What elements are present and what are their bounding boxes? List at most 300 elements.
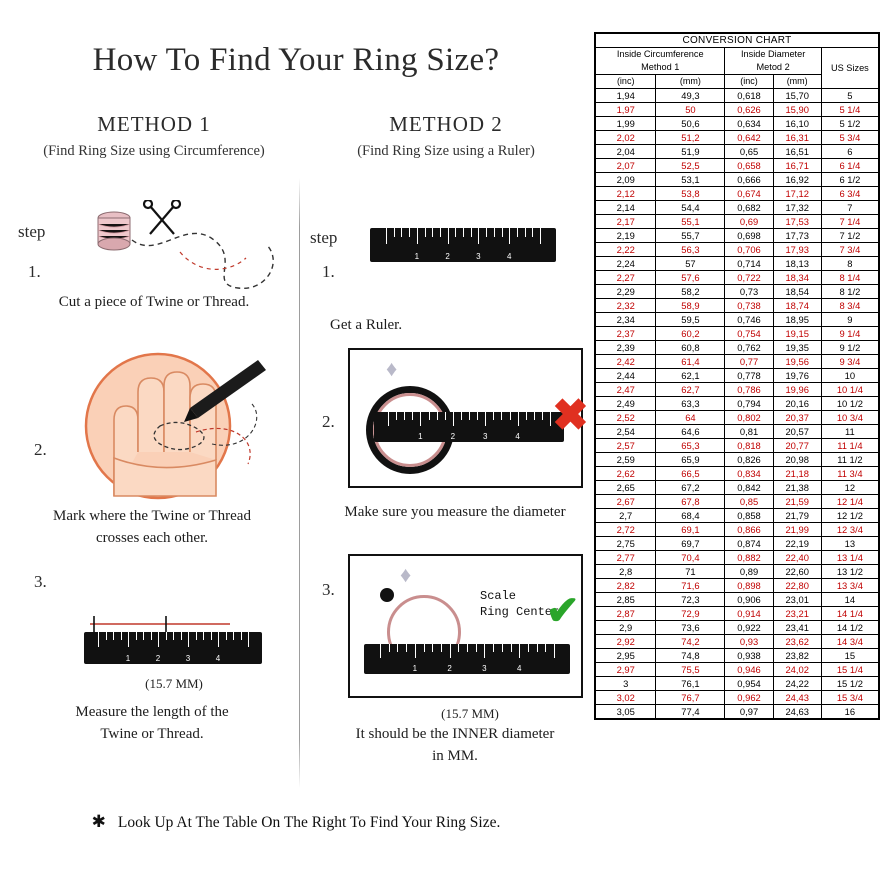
ruler-tick <box>453 412 454 426</box>
cell-value: 23,21 <box>773 607 821 621</box>
ruler-tick <box>158 632 159 647</box>
method-2-step-3-number: 3. <box>322 580 335 599</box>
cell-us-size: 13 1/2 <box>821 565 878 579</box>
cell-value: 55,1 <box>656 215 725 229</box>
cell-value: 20,77 <box>773 439 821 453</box>
cell-value: 3,05 <box>596 705 656 719</box>
cell-us-size: 8 1/2 <box>821 285 878 299</box>
cell-us-size: 8 1/4 <box>821 271 878 285</box>
method-1-title: METHOD 1 <box>97 112 211 136</box>
table-row <box>596 663 879 677</box>
method-2-step-1-caption: Get a Ruler. <box>330 317 403 333</box>
cell-value: 24,22 <box>773 677 821 691</box>
ruler-tick <box>404 412 405 420</box>
cell-value: 17,32 <box>773 201 821 215</box>
ruler-tick <box>98 632 99 647</box>
cell-value: 17,93 <box>773 243 821 257</box>
cell-value: 0,746 <box>725 313 773 327</box>
method-1-step-1-number: 1. <box>28 262 41 281</box>
group-header-us-sizes: US Sizes <box>821 48 878 89</box>
cell-value: 21,38 <box>773 481 821 495</box>
cell-value: 19,76 <box>773 369 821 383</box>
method-1-step-3-number: 3. <box>34 572 47 591</box>
cell-value: 2,47 <box>596 383 656 397</box>
cell-value: 20,57 <box>773 425 821 439</box>
cell-us-size: 15 <box>821 649 878 663</box>
method-2-column <box>300 112 592 160</box>
table-row <box>596 271 879 285</box>
ruler-tick <box>532 228 533 237</box>
method-2-step-2-caption: Make sure you measure the diameter <box>344 504 566 520</box>
table-row <box>596 173 879 187</box>
ruler-tick <box>493 412 494 420</box>
ruler-tick <box>441 644 442 652</box>
ruler-tick <box>494 228 495 237</box>
table-row <box>596 131 879 145</box>
table-row <box>596 327 879 341</box>
cell-value: 16,10 <box>773 117 821 131</box>
cell-value: 76,1 <box>656 677 725 691</box>
cell-value: 2,27 <box>596 271 656 285</box>
ruler-tick <box>455 228 456 237</box>
ruler-tick <box>106 632 107 640</box>
cell-value: 53,8 <box>656 187 725 201</box>
cell-value: 0,738 <box>725 299 773 313</box>
cell-value: 65,3 <box>656 439 725 453</box>
cell-value: 23,01 <box>773 593 821 607</box>
ruler-tick <box>394 228 395 237</box>
ruler-tick <box>519 644 520 658</box>
table-row <box>596 425 879 439</box>
cell-us-size: 15 1/4 <box>821 663 878 677</box>
ruler-tick <box>463 228 464 237</box>
cell-value: 22,80 <box>773 579 821 593</box>
cell-value: 0,698 <box>725 229 773 243</box>
cell-value: 69,7 <box>656 537 725 551</box>
cell-us-size: 10 1/4 <box>821 383 878 397</box>
ruler-tick <box>518 412 519 426</box>
cell-value: 2,07 <box>596 159 656 173</box>
table-row <box>596 257 879 271</box>
ruler-tick <box>485 412 486 426</box>
cell-us-size: 14 1/2 <box>821 621 878 635</box>
cell-us-size: 6 1/2 <box>821 173 878 187</box>
cell-value: 19,35 <box>773 341 821 355</box>
ruler-tick <box>396 412 397 420</box>
cell-value: 0,666 <box>725 173 773 187</box>
cell-value: 17,53 <box>773 215 821 229</box>
ruler-number: 3 <box>185 654 191 663</box>
cell-value: 21,18 <box>773 467 821 481</box>
cell-value: 50,6 <box>656 117 725 131</box>
ruler-tick <box>248 632 249 647</box>
wrong-mark-icon: ✖ <box>552 391 589 440</box>
ruler-tick <box>526 412 527 420</box>
table-row <box>596 509 879 523</box>
ruler-tick <box>501 412 502 420</box>
group-header-circumference: Inside Circumference Method 1 <box>596 48 725 75</box>
cell-us-size: 13 1/4 <box>821 551 878 565</box>
cell-value: 0,81 <box>725 425 773 439</box>
cell-value: 2,44 <box>596 369 656 383</box>
unit-header-mm-1: (mm) <box>656 75 725 89</box>
ruler-number: 3 <box>476 252 481 261</box>
cell-value: 2,24 <box>596 257 656 271</box>
cell-value: 1,99 <box>596 117 656 131</box>
table-title: CONVERSION CHART <box>596 34 879 48</box>
ruler-tick <box>493 644 494 652</box>
cell-value: 2,87 <box>596 607 656 621</box>
cell-value: 74,8 <box>656 649 725 663</box>
diamond-icon-2: ♦ <box>400 562 412 587</box>
cell-value: 2,14 <box>596 201 656 215</box>
cell-us-size: 11 <box>821 425 878 439</box>
table-row <box>596 453 879 467</box>
cell-us-size: 11 3/4 <box>821 467 878 481</box>
cell-value: 0,842 <box>725 481 773 495</box>
table-row <box>596 145 879 159</box>
cell-value: 0,618 <box>725 89 773 103</box>
ruler-tick <box>467 644 468 652</box>
cell-value: 57,6 <box>656 271 725 285</box>
table-row <box>596 89 879 103</box>
cell-value: 76,7 <box>656 691 725 705</box>
cell-value: 0,706 <box>725 243 773 257</box>
cell-value: 0,77 <box>725 355 773 369</box>
cell-value: 2,82 <box>596 579 656 593</box>
cell-value: 0,954 <box>725 677 773 691</box>
cell-value: 74,2 <box>656 635 725 649</box>
ruler-tick <box>406 644 407 652</box>
cell-us-size: 7 3/4 <box>821 243 878 257</box>
ruler-tick <box>542 412 543 420</box>
cell-value: 22,40 <box>773 551 821 565</box>
method-2-step-2-number: 2. <box>322 412 335 431</box>
ruler-tick <box>437 412 438 420</box>
ruler-tick <box>432 644 433 652</box>
ruler-tick <box>389 644 390 652</box>
table-row <box>596 355 879 369</box>
method-1-mm-note: (15.7 MM) <box>145 676 203 691</box>
cell-us-size: 5 1/4 <box>821 103 878 117</box>
cell-us-size: 6 1/4 <box>821 159 878 173</box>
table-row <box>596 551 879 565</box>
cell-value: 18,54 <box>773 285 821 299</box>
ruler-tick <box>517 228 518 237</box>
cell-value: 2,62 <box>596 467 656 481</box>
method-2-step-word: step <box>310 228 338 247</box>
ruler-tick <box>445 412 446 420</box>
table-row <box>596 565 879 579</box>
cell-value: 2,77 <box>596 551 656 565</box>
ruler-tick <box>511 644 512 652</box>
cell-value: 50 <box>656 103 725 117</box>
cell-value: 24,63 <box>773 705 821 719</box>
ruler-tick <box>412 412 413 420</box>
ruler-number: 4 <box>515 432 520 441</box>
cell-value: 0,674 <box>725 187 773 201</box>
cell-us-size: 12 1/2 <box>821 509 878 523</box>
ruler-number: 1 <box>412 664 418 673</box>
ruler-number: 4 <box>516 664 522 673</box>
ruler-graphic-method-2-step-1 <box>370 228 556 262</box>
cell-value: 0,962 <box>725 691 773 705</box>
cell-value: 2,32 <box>596 299 656 313</box>
table-row <box>596 313 879 327</box>
cell-value: 0,914 <box>725 607 773 621</box>
cell-value: 2,17 <box>596 215 656 229</box>
cell-value: 23,62 <box>773 635 821 649</box>
cell-value: 67,8 <box>656 495 725 509</box>
cell-value: 2,65 <box>596 481 656 495</box>
cell-value: 1,97 <box>596 103 656 117</box>
method-1-step-word: step <box>18 222 46 241</box>
ruler-tick <box>409 228 410 237</box>
cell-value: 0,786 <box>725 383 773 397</box>
cell-value: 49,3 <box>656 89 725 103</box>
cell-value: 21,59 <box>773 495 821 509</box>
cell-value: 2,02 <box>596 131 656 145</box>
table-row <box>596 341 879 355</box>
cell-value: 0,634 <box>725 117 773 131</box>
cell-value: 51,9 <box>656 145 725 159</box>
cell-value: 0,946 <box>725 663 773 677</box>
cell-us-size: 13 3/4 <box>821 579 878 593</box>
column-divider <box>299 178 300 788</box>
ruler-tick <box>420 412 421 426</box>
cell-value: 2,85 <box>596 593 656 607</box>
cell-value: 0,762 <box>725 341 773 355</box>
table-row <box>596 299 879 313</box>
cell-value: 19,56 <box>773 355 821 369</box>
group-header-diameter: Inside Diameter Metod 2 <box>725 48 821 75</box>
cell-value: 73,6 <box>656 621 725 635</box>
table-row <box>596 523 879 537</box>
ruler-tick <box>173 632 174 640</box>
cell-value: 15,70 <box>773 89 821 103</box>
ruler-tick <box>226 632 227 640</box>
ruler-tick <box>233 632 234 640</box>
cell-value: 2,22 <box>596 243 656 257</box>
cell-value: 75,5 <box>656 663 725 677</box>
ruler-tick <box>417 228 418 244</box>
cell-value: 2,04 <box>596 145 656 159</box>
cell-value: 19,15 <box>773 327 821 341</box>
cell-value: 20,16 <box>773 397 821 411</box>
ruler-tick <box>440 228 441 237</box>
ruler-tick <box>540 228 541 244</box>
cell-value: 0,818 <box>725 439 773 453</box>
cell-value: 18,13 <box>773 257 821 271</box>
cell-value: 2,52 <box>596 411 656 425</box>
unit-header-inc-1: (inc) <box>596 75 656 89</box>
cell-value: 77,4 <box>656 705 725 719</box>
cell-value: 53,1 <box>656 173 725 187</box>
hand-with-thread-illustration <box>62 348 288 503</box>
method-1-column <box>8 112 300 160</box>
cell-us-size: 15 1/2 <box>821 677 878 691</box>
method-2-mm-note: (15.7 MM) <box>441 706 499 721</box>
ruler-tick <box>550 412 551 426</box>
cell-value: 22,60 <box>773 565 821 579</box>
ruler-tick <box>128 632 129 647</box>
cell-value: 16,31 <box>773 131 821 145</box>
ruler-tick <box>136 632 137 640</box>
ruler-number: 2 <box>155 654 161 663</box>
cell-value: 0,714 <box>725 257 773 271</box>
cell-value: 58,9 <box>656 299 725 313</box>
ruler-tick <box>386 228 387 244</box>
ruler-tick <box>477 412 478 420</box>
table-row <box>596 579 879 593</box>
table-row <box>596 243 879 257</box>
cell-value: 56,3 <box>656 243 725 257</box>
cell-value: 2,67 <box>596 495 656 509</box>
cell-us-size: 7 <box>821 201 878 215</box>
cell-value: 0,85 <box>725 495 773 509</box>
method-1-step-3-caption: Measure the length of the Twine or Thread. <box>75 704 229 742</box>
ruler-tick <box>554 644 555 658</box>
cell-value: 20,37 <box>773 411 821 425</box>
ruler-tick <box>429 412 430 420</box>
table-row <box>596 621 879 635</box>
cell-value: 17,73 <box>773 229 821 243</box>
ruler-tick <box>424 644 425 652</box>
ruler-tick <box>528 644 529 652</box>
cell-us-size: 10 1/2 <box>821 397 878 411</box>
cell-value: 0,922 <box>725 621 773 635</box>
table-row <box>596 103 879 117</box>
table-row <box>596 607 879 621</box>
cell-value: 61,4 <box>656 355 725 369</box>
cell-value: 2,42 <box>596 355 656 369</box>
ruler-number: 2 <box>445 252 450 261</box>
table-head <box>596 34 879 89</box>
table-row <box>596 705 879 719</box>
cell-value: 24,02 <box>773 663 821 677</box>
cell-value: 22,19 <box>773 537 821 551</box>
cell-us-size: 12 3/4 <box>821 523 878 537</box>
cell-value: 0,73 <box>725 285 773 299</box>
cell-us-size: 15 3/4 <box>821 691 878 705</box>
cell-value: 2,49 <box>596 397 656 411</box>
table-row <box>596 229 879 243</box>
ruler-tick <box>181 632 182 640</box>
scale-ring-center-label: Scale Ring Center <box>480 589 560 620</box>
ruler-number: 1 <box>418 432 423 441</box>
cell-value: 0,93 <box>725 635 773 649</box>
cell-value: 71,6 <box>656 579 725 593</box>
ruler-tick <box>415 644 416 658</box>
table-row <box>596 467 879 481</box>
cell-value: 72,3 <box>656 593 725 607</box>
ruler-number: 3 <box>482 664 487 673</box>
cell-us-size: 7 1/4 <box>821 215 878 229</box>
unit-header-mm-2: (mm) <box>773 75 821 89</box>
table-row <box>596 187 879 201</box>
cell-value: 0,754 <box>725 327 773 341</box>
cell-value: 2,72 <box>596 523 656 537</box>
cell-value: 0,834 <box>725 467 773 481</box>
conversion-table <box>595 33 879 719</box>
ruler-tick <box>151 632 152 640</box>
ruler-graphic-method-2-step-2 <box>374 412 564 442</box>
ruler-tick <box>203 632 204 640</box>
cell-value: 0,65 <box>725 145 773 159</box>
ruler-tick <box>121 632 122 640</box>
ruler-tick <box>196 632 197 640</box>
cell-us-size: 13 <box>821 537 878 551</box>
ruler-tick <box>534 412 535 420</box>
cell-us-size: 9 1/4 <box>821 327 878 341</box>
cell-value: 54,4 <box>656 201 725 215</box>
cell-value: 0,858 <box>725 509 773 523</box>
cell-value: 59,5 <box>656 313 725 327</box>
ruler-tick <box>188 632 189 647</box>
ruler-tick <box>458 644 459 652</box>
ruler-tick <box>218 632 219 647</box>
cell-us-size: 8 <box>821 257 878 271</box>
cell-value: 62,7 <box>656 383 725 397</box>
cell-value: 16,51 <box>773 145 821 159</box>
method-1-step-2-caption: Mark where the Twine or Thread crosses each other. <box>53 508 251 546</box>
method-2-step-3-caption: It should be the INNER diameter in MM. <box>355 726 555 764</box>
cell-us-size: 14 3/4 <box>821 635 878 649</box>
cell-value: 24,43 <box>773 691 821 705</box>
ruler-tick <box>380 644 381 658</box>
table-row <box>596 593 879 607</box>
table-row <box>596 159 879 173</box>
cell-value: 51,2 <box>656 131 725 145</box>
table-row <box>596 117 879 131</box>
ring-diameter-wrong-panel <box>348 348 583 488</box>
ruler-tick <box>525 228 526 237</box>
cell-value: 2,37 <box>596 327 656 341</box>
ruler-tick <box>425 228 426 237</box>
cell-value: 2,29 <box>596 285 656 299</box>
cell-value: 16,92 <box>773 173 821 187</box>
cell-value: 3 <box>596 677 656 691</box>
ruler-number: 2 <box>450 432 456 441</box>
cell-value: 0,658 <box>725 159 773 173</box>
cell-us-size: 16 <box>821 705 878 719</box>
cell-value: 0,866 <box>725 523 773 537</box>
ruler-number: 4 <box>215 654 221 663</box>
cell-value: 2,75 <box>596 537 656 551</box>
cell-us-size: 11 1/4 <box>821 439 878 453</box>
table-row <box>596 691 879 705</box>
ruler-number: 3 <box>482 432 488 441</box>
ruler-tick <box>397 644 398 652</box>
method-2-title: METHOD 2 <box>389 112 503 136</box>
cell-value: 0,778 <box>725 369 773 383</box>
method-2-step-1-number: 1. <box>322 262 335 281</box>
ruler-tick <box>211 632 212 640</box>
table-row <box>596 215 879 229</box>
table-row <box>596 537 879 551</box>
cell-value: 69,1 <box>656 523 725 537</box>
cell-value: 2,12 <box>596 187 656 201</box>
correct-mark-icon: ✔ <box>546 589 580 633</box>
table-row <box>596 677 879 691</box>
ruler-tick <box>388 412 389 426</box>
ruler-tick <box>471 228 472 237</box>
cell-value: 19,96 <box>773 383 821 397</box>
table-row <box>596 635 879 649</box>
method-1-step-2-number: 2. <box>34 440 47 459</box>
ruler-tick <box>476 644 477 652</box>
ruler-tick <box>537 644 538 652</box>
